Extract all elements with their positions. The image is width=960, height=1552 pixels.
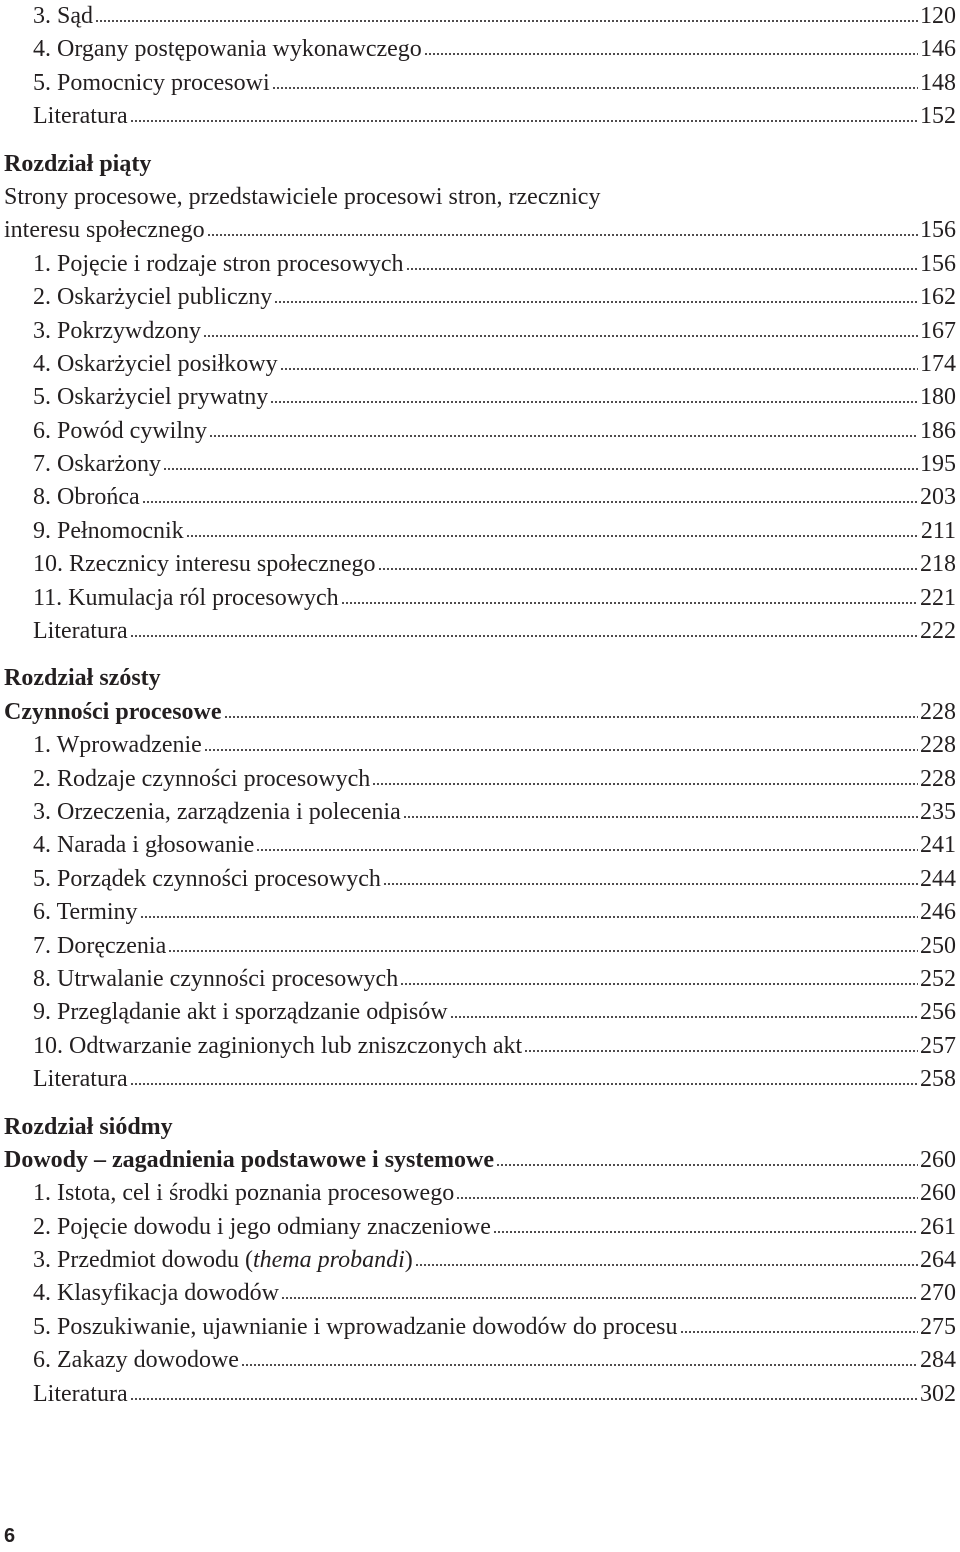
toc-entry-page: 250 — [920, 932, 956, 959]
toc-entry-page: 146 — [920, 36, 956, 63]
toc-entry-page: 270 — [920, 1280, 956, 1307]
dot-leader — [140, 916, 918, 918]
toc-entry-page: 186 — [920, 417, 956, 444]
dot-leader — [203, 335, 918, 337]
toc-entry-label: 1. Wprowadzenie — [33, 732, 202, 759]
toc-entry-label: 6. Powód cywilny — [33, 417, 207, 444]
toc-entry-label: 8. Utrwalanie czynności procesowych — [33, 965, 399, 992]
toc-entry-page: 257 — [920, 1032, 956, 1059]
toc-entry[interactable] — [4, 1277, 956, 1310]
toc-entry[interactable] — [4, 1211, 956, 1244]
table-of-contents — [4, 0, 956, 1411]
toc-entry-label: 2. Rodzaje czynności procesowych — [33, 765, 371, 792]
dot-leader — [406, 268, 918, 270]
toc-entry-page: 264 — [920, 1247, 956, 1274]
toc-entry[interactable] — [4, 515, 956, 548]
toc-entry-label-prefix: 3. Przedmiot dowodu ( — [33, 1247, 253, 1274]
dot-leader — [680, 1331, 918, 1333]
dot-leader — [383, 883, 918, 885]
chapter-5-items — [4, 248, 956, 649]
toc-entry-label: Literatura — [33, 618, 128, 645]
toc-entry-page: 302 — [920, 1380, 956, 1407]
toc-entry[interactable] — [4, 1177, 956, 1210]
dot-leader — [372, 783, 918, 785]
toc-entry-label: 4. Organy postępowania wykonawczego — [33, 36, 422, 63]
toc-entry-label: 2. Pojęcie dowodu i jego odmiany znaczeniowe — [33, 1213, 491, 1240]
toc-entry[interactable] — [4, 348, 956, 381]
toc-entry-page: 260 — [920, 1180, 956, 1207]
chapter-title-entry[interactable] — [4, 214, 956, 247]
dot-leader — [270, 401, 918, 403]
toc-entry-label: 3. Pokrzywdzony — [33, 317, 201, 344]
toc-entry-label: 3. Orzeczenia, zarządzenia i polecenia — [33, 798, 401, 825]
toc-entry[interactable] — [4, 930, 956, 963]
dot-leader — [130, 635, 918, 637]
toc-entry[interactable] — [4, 548, 956, 581]
toc-entry-page: 120 — [920, 3, 956, 29]
dot-leader — [130, 1398, 918, 1400]
dot-leader — [207, 234, 918, 236]
toc-entry-page: 260 — [920, 1146, 956, 1173]
toc-entry-label: 2. Oskarżyciel publiczny — [33, 284, 273, 311]
toc-entry-page: 228 — [920, 765, 956, 792]
page-number: 6 — [4, 1525, 16, 1547]
chapter-5 — [4, 148, 956, 649]
toc-entry-page: 246 — [920, 899, 956, 926]
toc-entry[interactable] — [4, 615, 956, 648]
dot-leader — [496, 1164, 918, 1166]
toc-entry[interactable] — [4, 381, 956, 414]
toc-entry-page: 241 — [920, 832, 956, 859]
toc-entry-page: 152 — [920, 103, 956, 130]
toc-entry[interactable] — [4, 1030, 956, 1063]
dot-leader — [168, 950, 918, 952]
toc-entry-label: 7. Doręczenia — [33, 932, 167, 959]
chapter-heading: Rozdział szósty — [4, 665, 161, 692]
toc-entry-label — [33, 1244, 413, 1277]
toc-entry[interactable] — [4, 0, 956, 33]
toc-entry[interactable] — [4, 100, 956, 133]
toc-entry-page: 252 — [920, 965, 956, 992]
chapter-title: Strony procesowe, przedstawiciele procesowi stron, rzecznicy — [4, 183, 601, 210]
toc-entry-label-italic: thema probandi — [252, 1247, 405, 1274]
toc-entry[interactable] — [4, 582, 956, 615]
toc-entry[interactable] — [4, 1063, 956, 1096]
chapter-title-continued: interesu społecznego — [4, 217, 205, 244]
toc-entry[interactable] — [4, 996, 956, 1029]
toc-entry[interactable] — [4, 315, 956, 348]
toc-entry-label: 5. Pomocnicy procesowi — [33, 69, 270, 96]
toc-entry-label: 5. Oskarżyciel prywatny — [33, 384, 269, 411]
chapter-heading: Rozdział piąty — [4, 150, 152, 177]
dot-leader — [130, 1083, 918, 1085]
chapter-7 — [4, 1111, 956, 1412]
dot-leader — [403, 816, 918, 818]
toc-entry-label: 1. Istota, cel i środki poznania procesowego — [33, 1180, 455, 1207]
toc-entry[interactable] — [4, 67, 956, 100]
toc-entry-page: 203 — [920, 484, 956, 511]
toc-entry[interactable] — [4, 1344, 956, 1377]
toc-entry-page: 258 — [920, 1066, 956, 1093]
dot-leader — [256, 849, 918, 851]
dot-leader — [524, 1050, 918, 1052]
toc-entry-label: 10. Odtwarzanie zaginionych lub zniszczonych akt — [33, 1032, 523, 1059]
toc-entry[interactable] — [4, 248, 956, 281]
toc-entry[interactable] — [4, 796, 956, 829]
toc-entry-label: 1. Pojęcie i rodzaje stron procesowych — [33, 250, 404, 277]
toc-entry[interactable] — [4, 448, 956, 481]
toc-entry[interactable] — [4, 763, 956, 796]
dot-leader — [493, 1231, 918, 1233]
dot-leader — [281, 1297, 918, 1299]
toc-entry-label: 4. Oskarżyciel posiłkowy — [33, 350, 278, 377]
toc-entry-label: 7. Oskarżony — [33, 451, 161, 478]
toc-entry-page: 218 — [920, 551, 956, 578]
chapter-title: Dowody – zagadnienia podstawowe i systemowe — [4, 1146, 495, 1173]
toc-entry[interactable] — [4, 415, 956, 448]
dot-leader — [204, 749, 918, 751]
toc-entry-page: 284 — [920, 1347, 956, 1374]
toc-entry[interactable] — [4, 481, 956, 514]
toc-entry-page: 180 — [920, 384, 956, 411]
toc-entry-page: 222 — [920, 618, 956, 645]
toc-entry-label: 4. Narada i głosowanie — [33, 832, 255, 859]
toc-entry-label: 4. Klasyfikacja dowodów — [33, 1280, 279, 1307]
chapter-title: Czynności procesowe — [4, 698, 222, 725]
toc-entry-page: 228 — [920, 732, 956, 759]
toc-entry[interactable] — [4, 863, 956, 896]
toc-entry-page: 244 — [920, 865, 956, 892]
toc-entry[interactable] — [4, 896, 956, 929]
dot-leader — [341, 602, 918, 604]
dot-leader — [209, 435, 918, 437]
toc-entry-label: 10. Rzecznicy interesu społecznego — [33, 551, 376, 578]
dot-leader — [241, 1364, 918, 1366]
toc-entry-page: 195 — [920, 451, 956, 478]
toc-entry-label: 5. Poszukiwanie, ujawnianie i wprowadzanie dowodów do procesu — [33, 1313, 678, 1340]
toc-entry-label: 11. Kumulacja ról procesowych — [33, 584, 339, 611]
toc-entry[interactable] — [4, 1378, 956, 1411]
dot-leader — [274, 301, 918, 303]
dot-leader — [378, 568, 918, 570]
toc-entry-page: 156 — [920, 250, 956, 277]
toc-entry-page: 174 — [920, 350, 956, 377]
dot-leader — [415, 1264, 918, 1266]
dot-leader — [224, 716, 918, 718]
dot-leader — [130, 120, 918, 122]
toc-entry-label: Literatura — [33, 103, 128, 130]
toc-entry-page: 162 — [920, 284, 956, 311]
toc-entry-label: Literatura — [33, 1066, 128, 1093]
dot-leader — [456, 1197, 918, 1199]
toc-entry-page: 261 — [920, 1213, 956, 1240]
dot-leader — [95, 20, 918, 22]
chapter-4-tail — [4, 0, 956, 134]
dot-leader — [450, 1016, 918, 1018]
toc-entry-label-suffix: ) — [404, 1247, 413, 1274]
dot-leader — [142, 501, 918, 503]
toc-entry-page: 148 — [920, 69, 956, 96]
toc-entry-label: 6. Terminy — [33, 899, 138, 926]
dot-leader — [186, 535, 919, 537]
chapter-7-items — [4, 1177, 956, 1411]
dot-leader — [400, 983, 918, 985]
toc-entry-label: 8. Obrońca — [33, 484, 140, 511]
toc-entry[interactable] — [4, 1311, 956, 1344]
toc-entry-label: Literatura — [33, 1380, 128, 1407]
toc-entry[interactable] — [4, 1244, 956, 1277]
toc-entry[interactable] — [4, 729, 956, 762]
toc-entry-page: 256 — [920, 999, 956, 1026]
chapter-6 — [4, 662, 956, 1096]
toc-entry-page: 228 — [920, 698, 956, 725]
chapter-title-entry[interactable] — [4, 1144, 956, 1177]
toc-entry[interactable] — [4, 829, 956, 862]
toc-entry-label: 5. Porządek czynności procesowych — [33, 865, 381, 892]
toc-entry-label: 9. Przeglądanie akt i sporządzanie odpisów — [33, 999, 448, 1026]
dot-leader — [424, 53, 918, 55]
chapter-6-items — [4, 729, 956, 1096]
toc-entry-page: 167 — [920, 317, 956, 344]
toc-entry[interactable] — [4, 963, 956, 996]
toc-entry-label: 3. Sąd — [33, 3, 93, 29]
toc-entry-label: 6. Zakazy dowodowe — [33, 1347, 239, 1374]
dot-leader — [272, 87, 918, 89]
toc-entry-page: 221 — [920, 584, 956, 611]
toc-entry-page: 275 — [920, 1313, 956, 1340]
dot-leader — [280, 368, 918, 370]
chapter-heading: Rozdział siódmy — [4, 1113, 173, 1140]
chapter-title-entry[interactable] — [4, 696, 956, 729]
toc-entry[interactable] — [4, 281, 956, 314]
toc-entry-page: 235 — [920, 798, 956, 825]
dot-leader — [163, 468, 918, 470]
toc-entry-label: 9. Pełnomocnik — [33, 517, 184, 544]
toc-entry-page: 211 — [920, 517, 956, 544]
toc-entry[interactable] — [4, 33, 956, 66]
toc-entry-page: 156 — [920, 217, 956, 244]
